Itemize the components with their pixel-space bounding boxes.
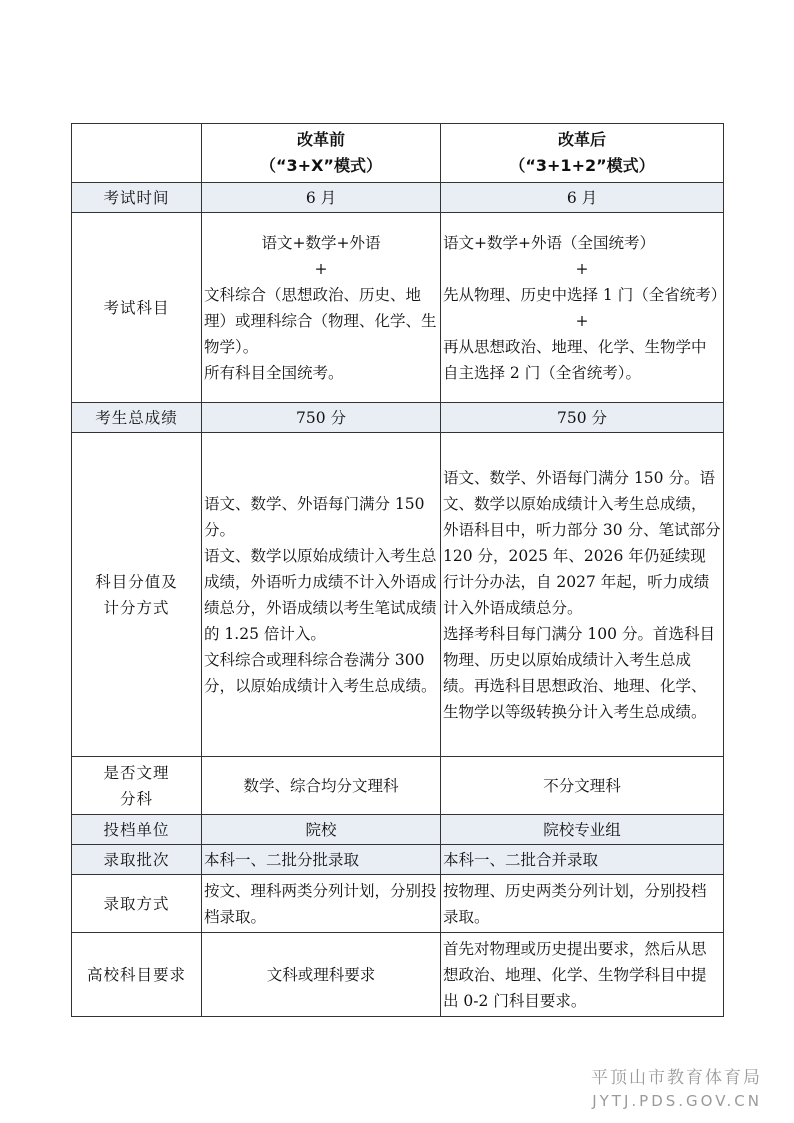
table-header-row bbox=[72, 124, 724, 183]
header-after-subtitle: （“3+1+2”模式） bbox=[509, 156, 655, 175]
cell-before bbox=[202, 213, 441, 403]
cell-line: 语文、数学以原始成绩计入考生总成绩，外语听力成绩不计入外语成绩总分，外语成绩以考生笔试成绩的 1.25 倍计入。 bbox=[204, 546, 437, 643]
row-label: 高校科目要求 bbox=[72, 933, 202, 1017]
cell-before: 按文、理科两类分列计划，分别投档录取。 bbox=[202, 875, 441, 933]
cell-line: 先从物理、历史中选择 1 门（全省统考） bbox=[443, 285, 727, 304]
cell-after: 本科一、二批合并录取 bbox=[441, 845, 724, 875]
cell-line: 文科综合（思想政治、历史、地理）或理科综合（物理、化学、生物学）。 bbox=[204, 285, 437, 356]
gaokao-reform-comparison-table bbox=[71, 123, 727, 1017]
header-before-subtitle: （“3+X”模式） bbox=[260, 156, 382, 175]
row-label: 录取方式 bbox=[72, 875, 202, 933]
cell-line: + bbox=[575, 259, 589, 278]
cell-before bbox=[202, 433, 441, 757]
site-watermark bbox=[591, 1066, 762, 1112]
cell-line: 语文+数学+外语（全国统考） bbox=[443, 233, 655, 252]
table-row-subjects bbox=[72, 213, 724, 403]
cell-after: 首先对物理或历史提出要求，然后从思想政治、地理、化学、生物学科目中提出 0-2 门科目要求。 bbox=[441, 933, 724, 1017]
cell-line: 语文+数学+外语 bbox=[261, 233, 381, 252]
row-label: 录取批次 bbox=[72, 845, 202, 875]
row-label-line2: 分科 bbox=[119, 789, 153, 808]
table-row-streaming bbox=[72, 757, 724, 815]
cell-line: 语文、数学、外语每门满分 150 分。语文、数学以原始成绩计入考生总成绩，外语科目中，听力部分 30 分、笔试部分 120 分，2025 年、2026 年仍延续现行计分办法，自 2027 年起，听力成绩计入外语成绩总分。 bbox=[443, 468, 721, 617]
header-before-title: 改革前 bbox=[296, 130, 345, 149]
cell-line: 选择考科目每门满分 100 分。首选科目物理、历史以原始成绩计入考生总成绩。再选科目思想政治、地理、化学、生物学以等级转换分计入考生总成绩。 bbox=[443, 624, 715, 721]
cell-line: 语文、数学、外语每门满分 150 分。 bbox=[204, 494, 425, 539]
row-label bbox=[72, 757, 202, 815]
row-label-line1: 科目分值及 bbox=[95, 572, 178, 591]
header-before-reform bbox=[202, 124, 441, 183]
cell-before: 6 月 bbox=[202, 183, 441, 213]
cell-before: 院校 bbox=[202, 815, 441, 845]
table-row-requirements bbox=[72, 933, 724, 1017]
header-empty-cell bbox=[72, 124, 202, 183]
cell-line: 再从思想政治、地理、化学、生物学中自主选择 2 门（全省统考）。 bbox=[443, 337, 707, 382]
table-row-exam-time bbox=[72, 183, 724, 213]
cell-line: + bbox=[575, 311, 589, 330]
row-label: 投档单位 bbox=[72, 815, 202, 845]
row-label bbox=[72, 433, 202, 757]
table-row-batch bbox=[72, 845, 724, 875]
cell-after: 6 月 bbox=[441, 183, 724, 213]
watermark-org-name: 平顶山市教育体育局 bbox=[591, 1068, 762, 1088]
cell-line: + bbox=[314, 259, 328, 278]
table-row-total-score bbox=[72, 403, 724, 433]
header-after-title: 改革后 bbox=[557, 130, 606, 149]
row-label: 考生总成绩 bbox=[72, 403, 202, 433]
cell-after: 不分文理科 bbox=[441, 757, 724, 815]
cell-after: 按物理、历史两类分列计划，分别投档录取。 bbox=[441, 875, 724, 933]
header-after-reform bbox=[441, 124, 724, 183]
cell-before: 数学、综合均分文理科 bbox=[202, 757, 441, 815]
row-label-line2: 计分方式 bbox=[103, 598, 170, 617]
cell-after bbox=[441, 433, 724, 757]
cell-after: 院校专业组 bbox=[441, 815, 724, 845]
cell-before: 750 分 bbox=[202, 403, 441, 433]
cell-line: 所有科目全国统考。 bbox=[204, 363, 344, 382]
table-row-method bbox=[72, 875, 724, 933]
cell-before: 本科一、二批分批录取 bbox=[202, 845, 441, 875]
cell-after: 750 分 bbox=[441, 403, 724, 433]
table-row-filing-unit bbox=[72, 815, 724, 845]
watermark-url: JYTJ.PDS.GOV.CN bbox=[592, 1092, 762, 1110]
cell-before: 文科或理科要求 bbox=[202, 933, 441, 1017]
table-row-scoring bbox=[72, 433, 724, 757]
cell-line: 文科综合或理科综合卷满分 300 分，以原始成绩计入考生总成绩。 bbox=[204, 650, 437, 695]
cell-after bbox=[441, 213, 727, 403]
row-label: 考试科目 bbox=[72, 213, 202, 403]
row-label: 考试时间 bbox=[72, 183, 202, 213]
row-label-line1: 是否文理 bbox=[103, 763, 170, 782]
